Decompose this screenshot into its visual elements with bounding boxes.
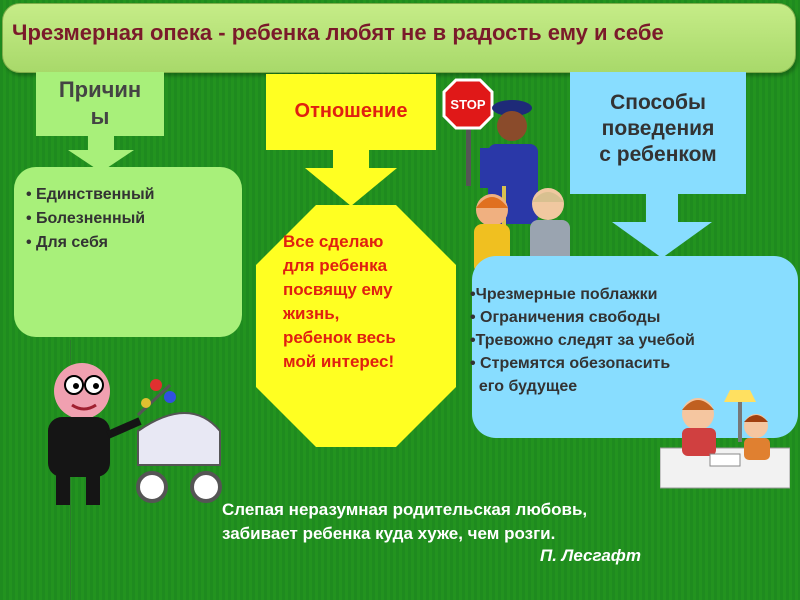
attitude-arrow-icon	[305, 130, 397, 206]
list-item: • Ограничения свободы	[470, 309, 661, 326]
behavior-heading-line3: с ребенком	[599, 143, 717, 166]
causes-heading-line1: Причин	[58, 77, 142, 102]
quote	[222, 498, 742, 546]
list-item: • Болезненный	[26, 210, 146, 227]
behavior-heading	[570, 90, 746, 168]
stop-sign-text: STOP	[450, 97, 486, 112]
homework-illustration	[660, 388, 790, 493]
list-item: • Стремятся обезопасить	[470, 355, 671, 372]
list-item: его будущее	[470, 378, 578, 395]
man-with-stroller-illustration	[20, 355, 230, 515]
list-item: • Для себя	[26, 234, 108, 251]
attitude-text: Все сделаю для ребенка посвящу ему жизнь, ребенок весь мой интерес!	[283, 232, 396, 371]
page-title: Чрезмерная опека - ребенка любят не в радость ему и себе	[12, 20, 664, 45]
quote-line2: забивает ребенка куда хуже, чем розги.	[222, 524, 556, 543]
causes-heading	[36, 76, 164, 130]
list-item: •Чрезмерные поблажки	[470, 286, 658, 303]
causes-list	[26, 183, 154, 255]
attitude-heading: Отношение	[294, 100, 408, 122]
behavior-arrow-icon	[612, 192, 712, 258]
quote-author: П. Лесгафт	[540, 546, 641, 565]
list-item: • Единственный	[26, 186, 155, 203]
behavior-list	[470, 283, 800, 398]
behavior-heading-line1: Способы	[610, 91, 706, 114]
quote-line1: Слепая неразумная родительская любовь,	[222, 500, 588, 519]
behavior-heading-line2: поведения	[601, 117, 715, 140]
causes-heading-line2: ы	[90, 104, 110, 129]
list-item: •Тревожно следят за учебой	[470, 332, 695, 349]
